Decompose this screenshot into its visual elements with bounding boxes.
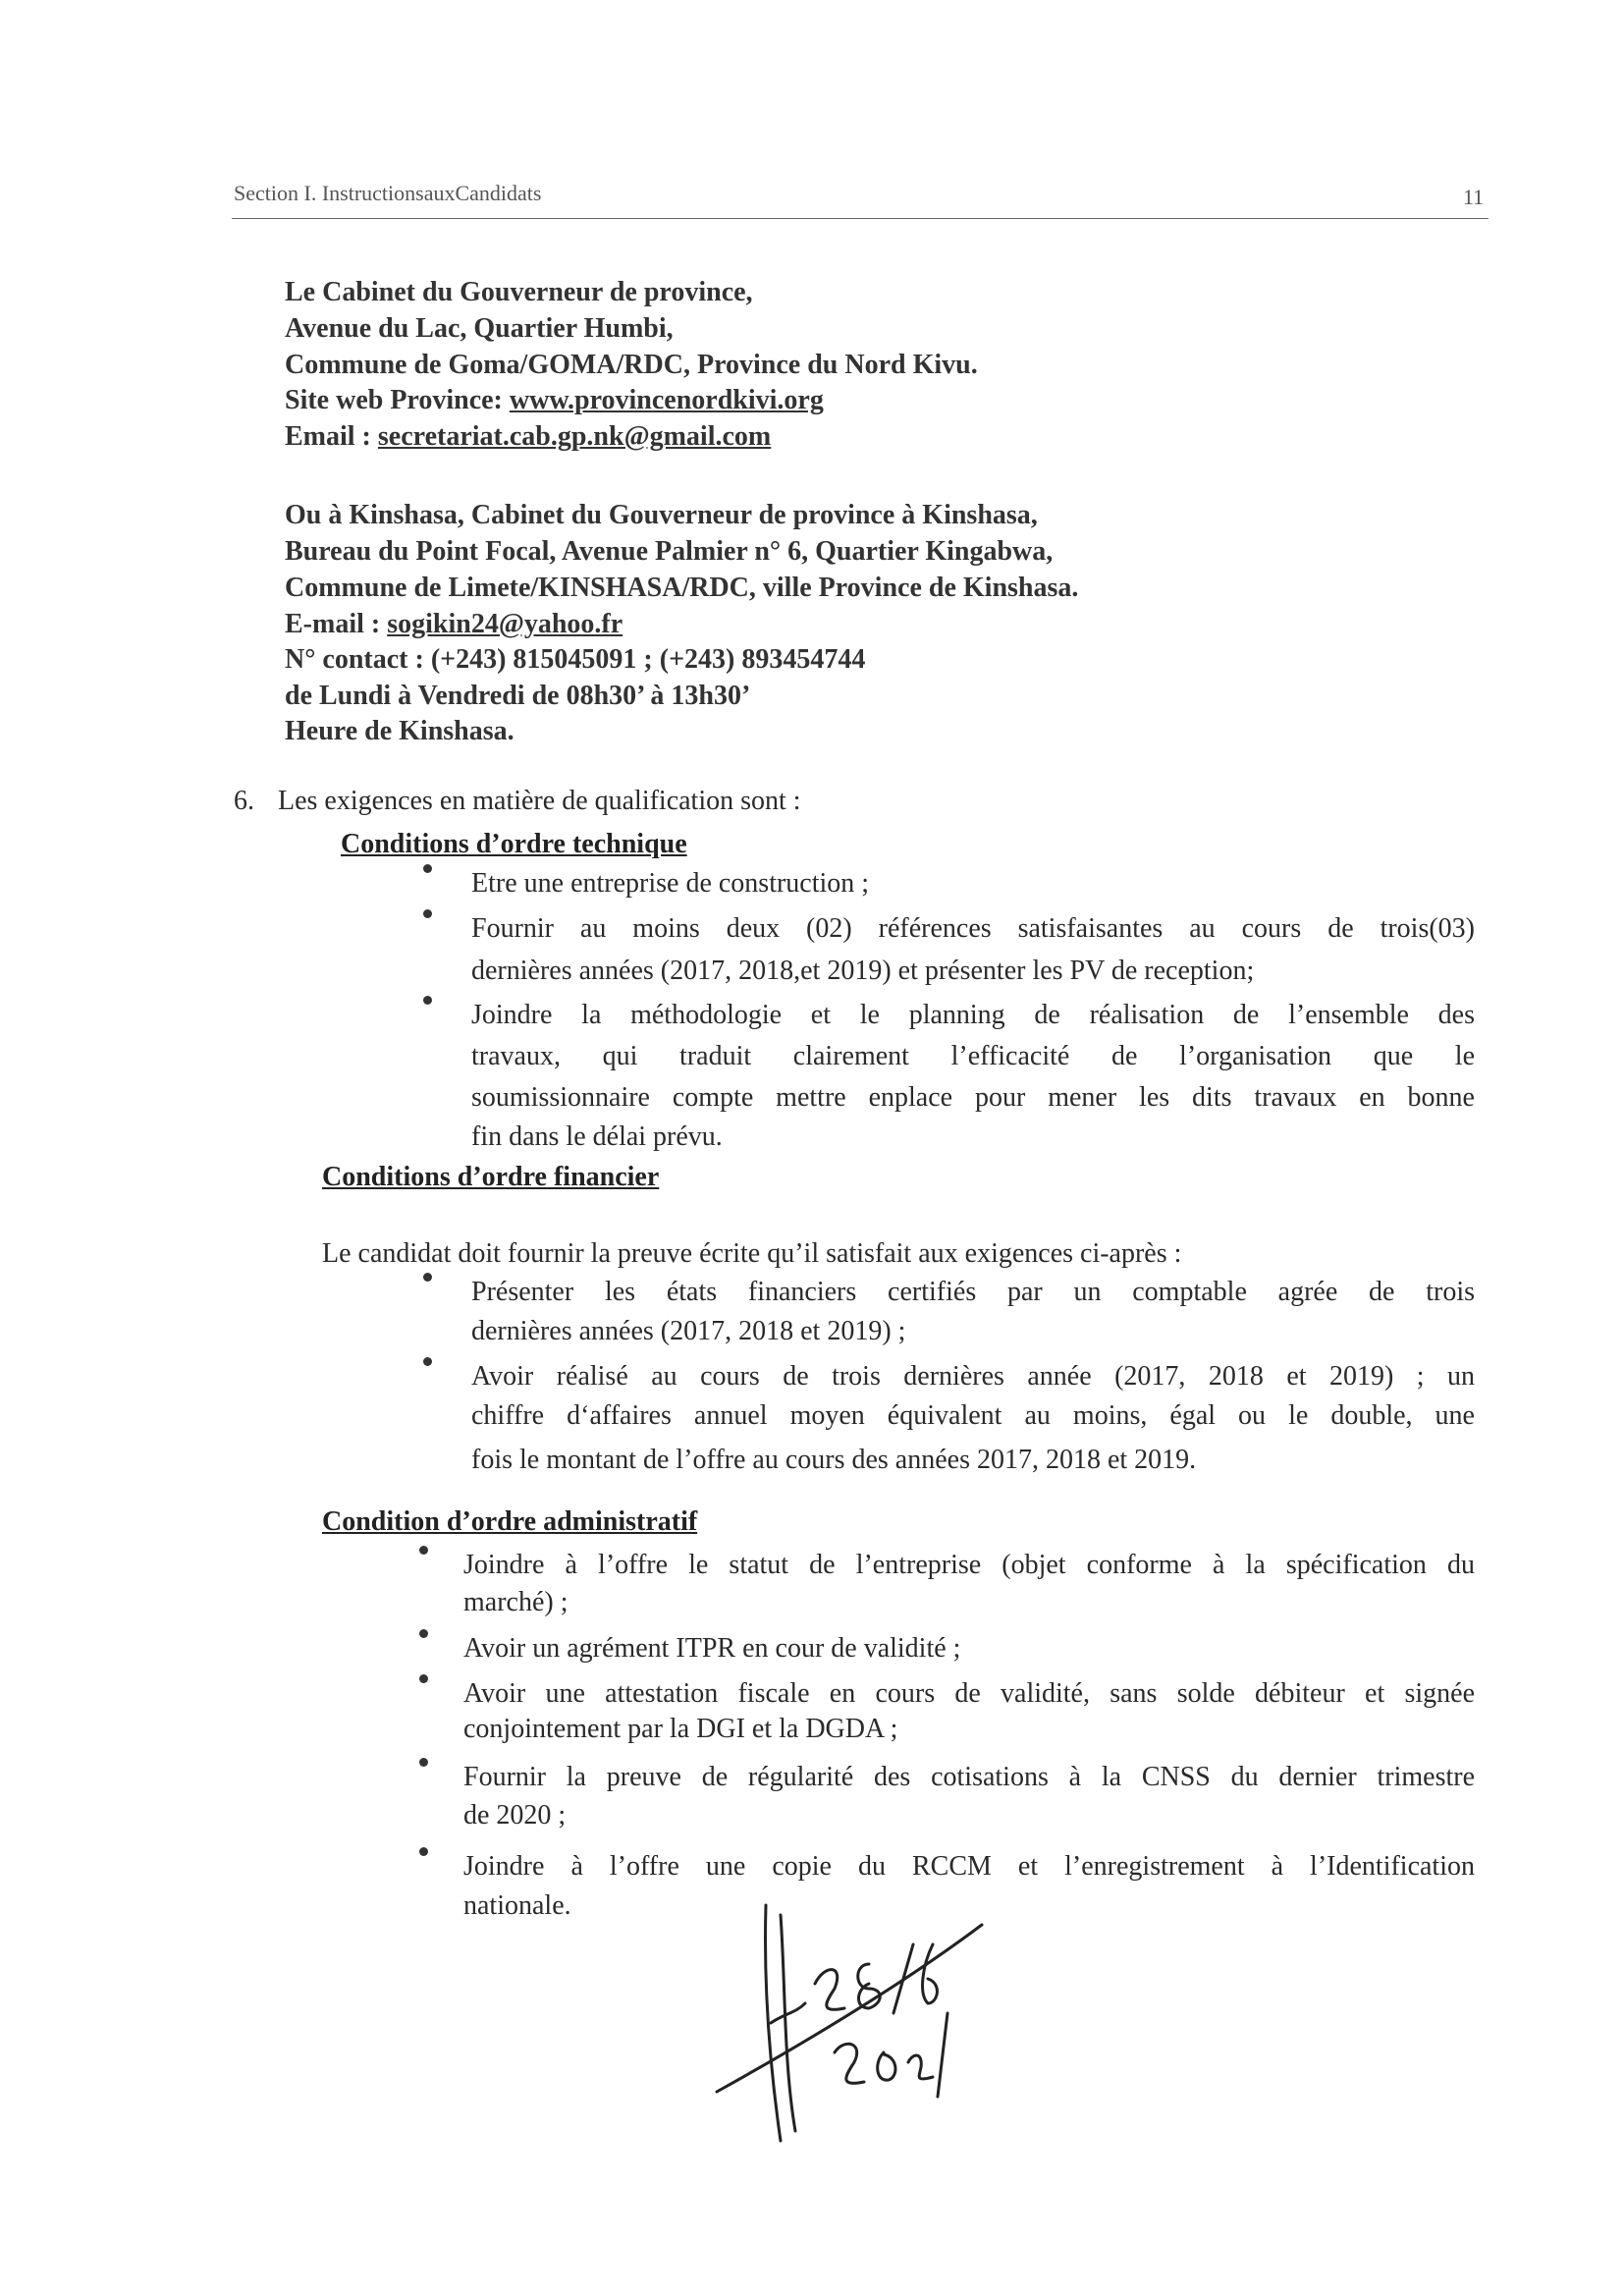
bullet-text: Avoir un agrément ITPR en cour de validité ;	[463, 1633, 961, 1664]
timezone-line: Heure de Kinshasa.	[285, 716, 514, 746]
bullet-icon	[419, 1674, 428, 1683]
bullet-icon	[423, 864, 432, 873]
bullet-icon	[419, 1847, 428, 1856]
website-line	[285, 385, 824, 416]
email-link[interactable]: sogikin24@yahoo.fr	[387, 609, 623, 639]
email-label: E-mail :	[285, 609, 388, 639]
section-header: Section I. InstructionsauxCandidats	[234, 181, 542, 205]
address-line: Commune de Limete/KINSHASA/RDC, ville Province de Kinshasa.	[285, 573, 1079, 603]
bullet-icon	[419, 1629, 428, 1638]
heading-technique: Conditions d’ordre technique	[341, 829, 687, 859]
bullet-text: soumissionnaire compte mettre enplace pour mener les dits travaux en bonne	[471, 1082, 1475, 1113]
address-line: Bureau du Point Focal, Avenue Palmier n° 6, Quartier Kingabwa,	[285, 536, 1054, 567]
bullet-icon	[423, 909, 432, 918]
bullet-text: Joindre la méthodologie et le planning de réalisation de l’ensemble des	[471, 1000, 1475, 1030]
handwritten-signature	[687, 1866, 1001, 2151]
bullet-text: marché) ;	[463, 1587, 568, 1617]
bullet-text: fois le montant de l’offre au cours des années 2017, 2018 et 2019.	[471, 1445, 1197, 1475]
bullet-text: conjointement par la DGI et la DGDA ;	[463, 1714, 898, 1744]
heading-financier: Conditions d’ordre financier	[322, 1162, 660, 1192]
website-label: Site web Province:	[285, 385, 510, 415]
bullet-text: de 2020 ;	[463, 1800, 567, 1831]
email-label: Email :	[285, 421, 378, 452]
bullet-text: Fournir la preuve de régularité des cotisations à la CNSS du dernier trimestre	[463, 1762, 1475, 1792]
bullet-text: nationale.	[463, 1890, 571, 1921]
bullet-text: fin dans le délai prévu.	[471, 1121, 723, 1152]
bullet-text: Joindre à l’offre une copie du RCCM et l’enregistrement à l’Identification	[463, 1851, 1475, 1882]
item-intro: Les exigences en matière de qualification sont :	[278, 786, 801, 816]
address-line: Le Cabinet du Gouverneur de province,	[285, 277, 753, 307]
bullet-text: Présenter les états financiers certifiés par un comptable agrée de trois	[471, 1277, 1475, 1307]
bullet-text: chiffre d‘affaires annuel moyen équivalent au moins, égal ou le double, une	[471, 1400, 1475, 1431]
hours-line: de Lundi à Vendredi de 08h30’ à 13h30’	[285, 681, 751, 711]
header-rule	[232, 218, 1489, 219]
bullet-text: dernières années (2017, 2018 et 2019) ;	[471, 1316, 906, 1346]
bullet-icon	[423, 1273, 432, 1282]
bullet-text: Avoir une attestation fiscale en cours de validité, sans solde débiteur et signée	[463, 1678, 1475, 1709]
bullet-text: Joindre à l’offre le statut de l’entreprise (objet conforme à la spécification du	[463, 1550, 1475, 1580]
bullet-text: travaux, qui traduit clairement l’efficacité de l’organisation que le	[471, 1041, 1475, 1071]
heading-administratif: Condition d’ordre administratif	[322, 1506, 698, 1537]
item-number: 6.	[234, 786, 254, 816]
bullet-text: Etre une entreprise de construction ;	[471, 868, 870, 899]
address-line: Avenue du Lac, Quartier Humbi,	[285, 313, 674, 344]
bullet-icon	[419, 1546, 428, 1555]
bullet-icon	[419, 1758, 428, 1767]
website-link[interactable]: www.provincenordkivi.org	[509, 385, 824, 415]
page-number: 11	[1463, 185, 1485, 209]
contact-line: N° contact : (+243) 815045091 ; (+243) 893454744	[285, 644, 866, 675]
bullet-text: dernières années (2017, 2018,et 2019) et présenter les PV de reception;	[471, 956, 1255, 986]
address-line: Ou à Kinshasa, Cabinet du Gouverneur de province à Kinshasa,	[285, 500, 1038, 530]
email-line	[285, 609, 623, 640]
email-line	[285, 421, 771, 453]
email-link[interactable]: secretariat.cab.gp.nk@gmail.com	[377, 421, 772, 452]
financier-intro: Le candidat doit fournir la preuve écrite qu’il satisfait aux exigences ci-après :	[322, 1238, 1182, 1269]
bullet-text: Avoir réalisé au cours de trois dernières année (2017, 2018 et 2019) ; un	[471, 1361, 1475, 1392]
address-line: Commune de Goma/GOMA/RDC, Province du Nord Kivu.	[285, 350, 978, 380]
bullet-text: Fournir au moins deux (02) références satisfaisantes au cours de trois(03)	[471, 913, 1475, 944]
bullet-icon	[423, 1357, 432, 1366]
bullet-icon	[423, 996, 432, 1005]
